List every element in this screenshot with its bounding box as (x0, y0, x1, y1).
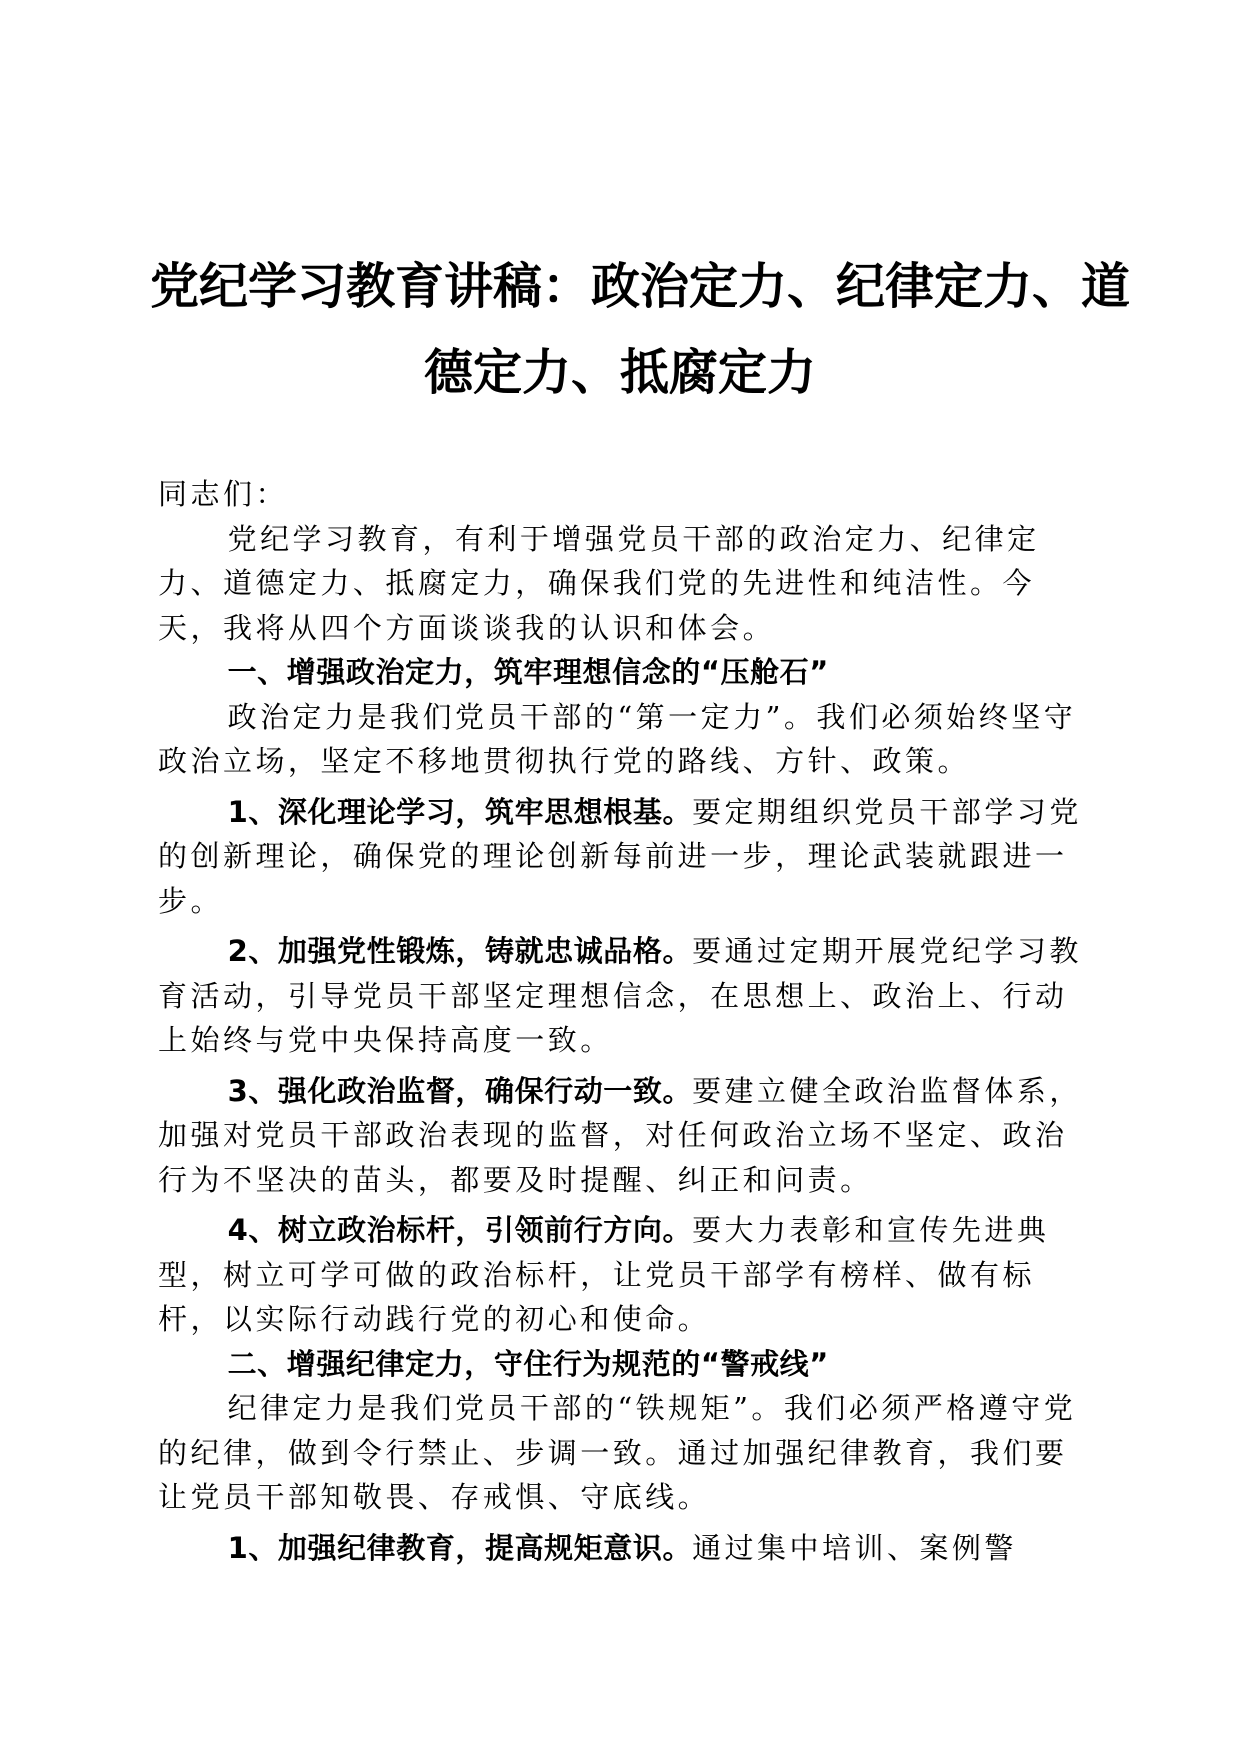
section1-paragraph: 政治定力是我们党员干部的“第一定力”。我们必须始终坚守政治立场，坚定不移地贯彻执行党的路线、方针、政策。 (158, 699, 1077, 778)
item-text: 要大力表彰和宣传先进典型，树立可学可做的政治标杆，让党员干部学有榜样、做有标杆，以实际行动践行党的初心和使命。 (158, 1213, 1050, 1336)
item-lead: 3、强化政治监督，确保行动一致。 (227, 1073, 693, 1108)
section1-item-4 (158, 1208, 1088, 1342)
item-lead: 4、树立政治标杆，引领前行方向。 (227, 1213, 693, 1247)
section2-item-1 (158, 1526, 1088, 1571)
item-lead: 1、加强纪律教育，提高规矩意识。 (227, 1530, 693, 1565)
item-text: 通过集中培训、案例警 (692, 1530, 1017, 1565)
section1-item-2 (158, 929, 1088, 1063)
section1-item-1 (158, 790, 1088, 924)
section1-item-3 (158, 1069, 1088, 1203)
section2-heading: 二、增强纪律定力，守住行为规范的“警戒线” (227, 1346, 829, 1381)
section2-paragraph: 纪律定力是我们党员干部的“铁规矩”。我们必须严格遵守党的纪律，做到令行禁止、步调一致。通过加强纪律教育，我们要让党员干部知敬畏、存戒惧、守底线。 (158, 1391, 1077, 1514)
salutation: 同志们： (158, 477, 288, 511)
item-text: 要建立健全政治监督体系，加强对党员干部政治表现的监督，对任何政治立场不坚定、政治行为不坚决的苗头，都要及时提醒、纠正和问责。 (158, 1073, 1082, 1197)
item-lead: 1、深化理论学习，筑牢思想根基。 (227, 794, 693, 829)
document-title-line2: 德定力、抵腐定力 (423, 343, 816, 401)
item-text: 要通过定期开展党纪学习教育活动，引导党员干部坚定理想信念，在思想上、政治上、行动上始终与党中央保持高度一致。 (158, 934, 1082, 1057)
section1-heading: 一、增强政治定力，筑牢理想信念的“压舱石” (227, 655, 829, 689)
document-body (158, 472, 1088, 1570)
intro-paragraph: 党纪学习教育，有利于增强党员干部的政治定力、纪律定力、道德定力、抵腐定力，确保我们党的先进性和纯洁性。今天，我将从四个方面谈谈我的认识和体会。 (158, 521, 1040, 645)
item-lead: 2、加强党性锻炼，铸就忠诚品格。 (227, 934, 693, 968)
document-title-line1: 党纪学习教育讲稿：政治定力、纪律定力、道 (150, 257, 1131, 315)
item-text: 要定期组织党员干部学习党的创新理论，确保党的理论创新每前进一步，理论武装就跟进一步。 (158, 794, 1082, 918)
